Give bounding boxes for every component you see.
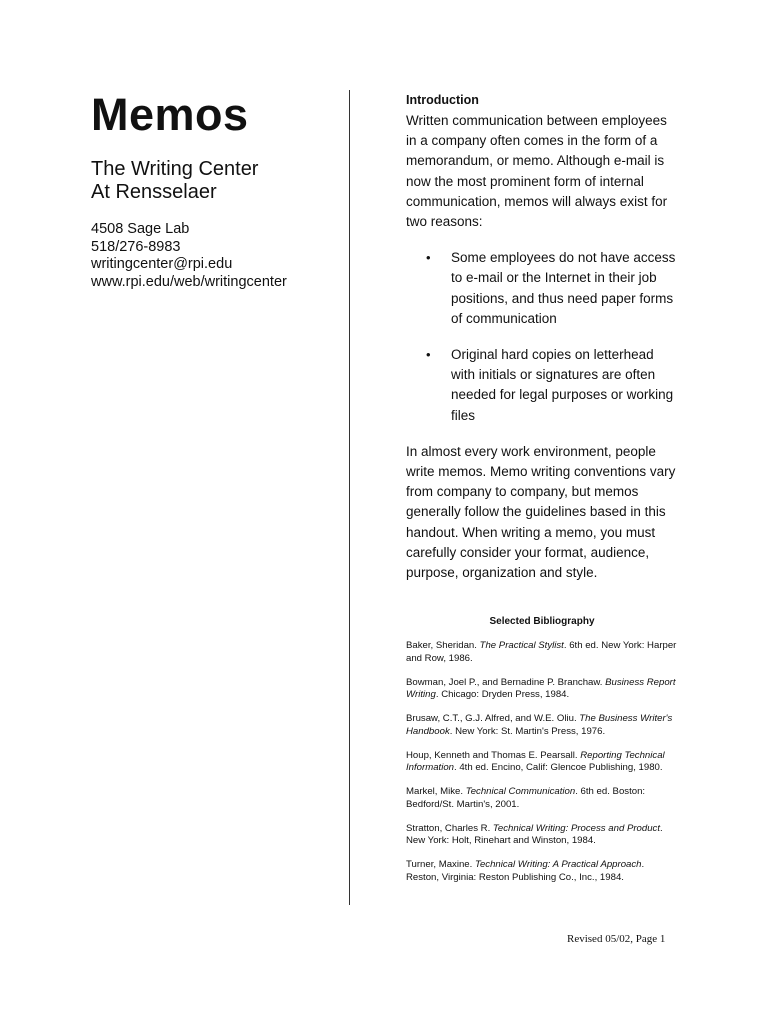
bibliography-entry [406,640,678,665]
entry-publication: . 6th ed. New York: Harper and Row, 1986. [406,640,677,664]
page-footer: Revised 05/02, Page 1 [567,933,666,945]
organization-line-2: At Rensselaer [91,181,217,203]
entry-author: Houp, Kenneth and Thomas E. Pearsall. [406,749,581,761]
bibliography-entry [406,823,678,848]
entry-title: Technical Communication [465,786,576,798]
bibliography-entry [406,713,678,738]
entry-publication: . New York: St. Martin's Press, 1976. [449,725,606,737]
entry-author: Brusaw, C.T., G.J. Alfred, and W.E. Oliu. [406,713,580,725]
contact-phone: 518/276-8983 [91,238,181,255]
page-title: Memos [91,89,249,140]
bibliography-list [406,640,678,884]
list-item-text: Original hard copies on letterhead with initials or signatures are often needed for legal purposes or working files [451,347,674,423]
vertical-divider [349,90,350,905]
entry-title: The Practical Stylist [479,640,564,652]
entry-title: Technical Writing: A Practical Approach [474,859,642,871]
intro-paragraph-2: In almost every work environment, people write memos. Memo writing conventions vary from company to company, but memos generally follow the guidelines based in this handout. When writing a memo, you must carefully consider your format, audience, purpose, organization and style. [406,443,676,581]
list-item [406,248,678,329]
bibliography-entry [406,859,678,884]
entry-author: Bowman, Joel P., and Bernadine P. Branchaw. [406,676,606,688]
entry-author: Turner, Maxine. [406,859,475,871]
entry-publication: . 6th ed. Boston: Bedford/St. Martin's, 2001. [406,786,646,810]
contact-website: www.rpi.edu/web/writingcenter [91,273,287,290]
contact-info [91,221,341,291]
entry-title: Technical Writing: Process and Product [492,822,661,834]
bibliography-heading: Selected Bibliography [489,616,595,628]
bullet-icon: • [426,250,431,266]
list-item [406,345,678,426]
intro-paragraph-1: Written communication between employees in a company often comes in the form of a memorandum, or memo. Although e-mail is now the most prominent form of internal communication, memos will always exist for two reasons: [406,113,668,230]
entry-title: Business Report Writing [406,676,676,701]
entry-publication: . 4th ed. Encino, Calif: Glencoe Publishing, 1980. [454,762,663,774]
intro-heading: Introduction [406,93,479,107]
bullet-icon: • [426,347,431,363]
entry-author: Baker, Sheridan. [406,640,480,652]
entry-author: Markel, Mike. [406,786,466,798]
reasons-list [406,248,678,426]
organization-name [91,158,331,204]
entry-publication: . New York: Holt, Rinehart and Winston, 1984. [406,822,663,847]
entry-title: The Business Writer's Handbook [406,713,673,737]
entry-publication: . Chicago: Dryden Press, 1984. [435,689,570,701]
contact-address: 4508 Sage Lab [91,221,190,237]
entry-title: Reporting Technical Information [406,749,665,774]
list-item-text: Some employees do not have access to e-mail or the Internet in their job positions, and thus need paper forms of communication [451,250,676,326]
contact-email: writingcenter@rpi.edu [91,256,233,272]
entry-author: Stratton, Charles R. [406,822,493,834]
bibliography-entry [406,750,678,775]
entry-publication: . Reston, Virginia: Reston Publishing Co., Inc., 1984. [406,859,645,883]
bibliography-entry [406,677,678,702]
organization-line-1: The Writing Center [91,158,259,180]
main-column [406,92,678,896]
bibliography-entry [406,786,678,811]
